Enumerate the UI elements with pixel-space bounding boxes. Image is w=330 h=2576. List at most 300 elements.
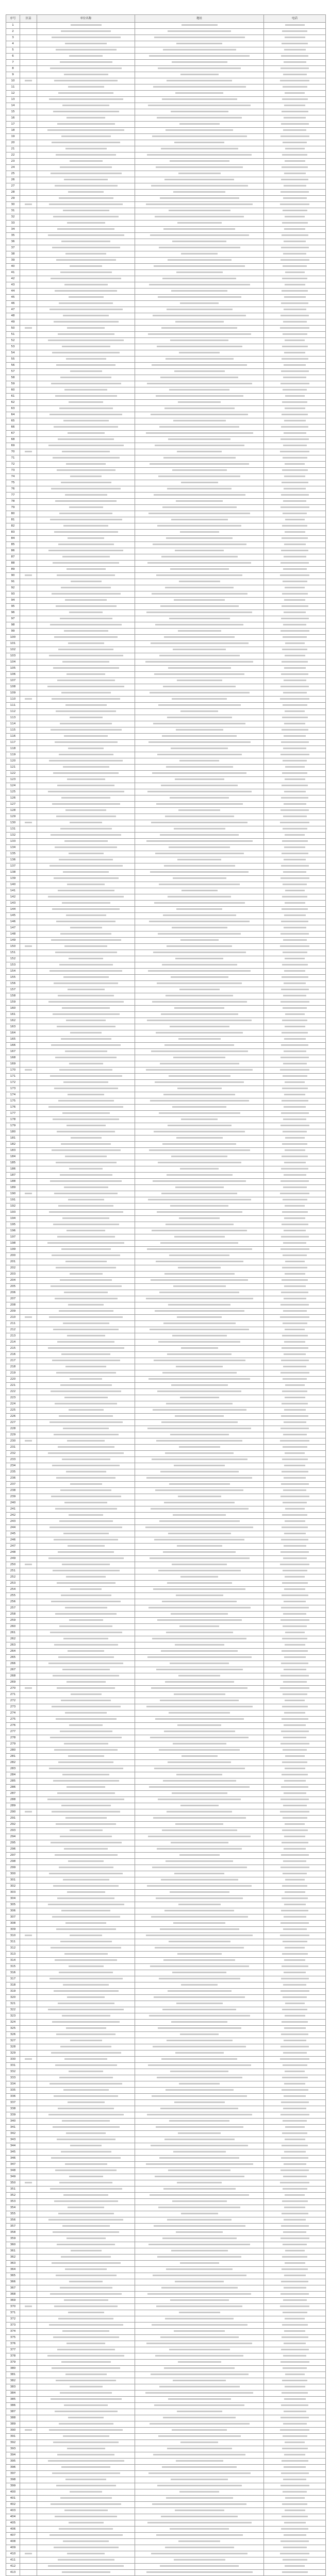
row-number: 239: [6, 1494, 20, 1500]
phone-cell: [264, 1296, 326, 1302]
district-cell: [20, 1259, 37, 1265]
district-cell: [20, 1735, 37, 1741]
name-cell: [37, 1692, 135, 1698]
illegible-text: [150, 234, 249, 236]
illegible-text: [282, 976, 308, 978]
name-cell: [37, 1012, 135, 1018]
illegible-text: [168, 30, 231, 32]
illegible-text: [65, 2374, 107, 2375]
table-row: [6, 530, 326, 536]
illegible-text: [284, 309, 306, 310]
illegible-text: [283, 377, 306, 378]
district-cell: [20, 1154, 37, 1160]
name-cell: [37, 2440, 135, 2446]
address-cell: [135, 1791, 264, 1797]
illegible-text: [175, 958, 223, 959]
phone-cell: [264, 709, 326, 715]
table-row: [6, 165, 326, 171]
illegible-text: [280, 2046, 309, 2047]
illegible-text: [52, 247, 120, 248]
table-row: [6, 319, 326, 326]
row-number: 154: [6, 969, 20, 975]
illegible-text: [284, 2207, 305, 2208]
address-cell: [135, 1884, 264, 1890]
illegible-text: [284, 667, 306, 669]
address-cell: [135, 1859, 264, 1865]
table-row: [6, 999, 326, 1006]
illegible-text: [63, 871, 109, 873]
illegible-text: [70, 2145, 102, 2146]
address-cell: [135, 2248, 264, 2255]
address-cell: [135, 993, 264, 999]
table-row: [6, 2044, 326, 2050]
table-row: [6, 1197, 326, 1204]
phone-cell: [264, 2415, 326, 2421]
illegible-text: [67, 1996, 105, 1998]
illegible-text: [283, 2423, 307, 2425]
row-number: 254: [6, 1587, 20, 1593]
illegible-text: [168, 896, 231, 897]
phone-cell: [264, 616, 326, 622]
address-cell: [135, 1803, 264, 1809]
phone-cell: [264, 455, 326, 462]
name-cell: [37, 152, 135, 159]
illegible-text: [169, 618, 230, 619]
illegible-text: [55, 185, 118, 187]
illegible-text: [54, 1539, 118, 1540]
name-cell: [37, 1982, 135, 1989]
phone-cell: [264, 1989, 326, 1995]
illegible-text: [170, 1026, 229, 1027]
illegible-text: [53, 1224, 119, 1225]
district-cell: [20, 1506, 37, 1513]
illegible-text: [284, 1094, 305, 1095]
name-cell: [37, 146, 135, 152]
row-number: 294: [6, 1834, 20, 1840]
row-number: 229: [6, 1432, 20, 1438]
name-cell: [37, 2372, 135, 2378]
row-number: 162: [6, 1018, 20, 1024]
phone-cell: [264, 1853, 326, 1859]
illegible-text: [285, 1384, 305, 1386]
table-row: [6, 2119, 326, 2125]
table-row: [6, 1067, 326, 1074]
row-number: 15: [6, 109, 20, 115]
illegible-text: [169, 1941, 230, 1942]
table-row: [6, 2440, 326, 2446]
name-cell: [37, 888, 135, 894]
name-cell: [37, 1340, 135, 1346]
illegible-text: [173, 1057, 225, 1058]
district-cell: [20, 307, 37, 313]
phone-cell: [264, 1463, 326, 1469]
illegible-text: [60, 828, 112, 829]
row-number: 90: [6, 573, 20, 579]
row-number: 72: [6, 462, 20, 468]
illegible-text: [54, 531, 118, 533]
district-cell: [20, 2119, 37, 2125]
illegible-text: [150, 1329, 249, 1330]
phone-cell: [264, 412, 326, 418]
illegible-text: [282, 2448, 308, 2449]
address-cell: [135, 2353, 264, 2360]
row-number: 263: [6, 1642, 20, 1649]
row-number: 148: [6, 931, 20, 938]
phone-cell: [264, 987, 326, 993]
phone-cell: [264, 1680, 326, 1686]
name-cell: [37, 258, 135, 264]
address-cell: [135, 2125, 264, 2131]
district-cell: [20, 511, 37, 517]
illegible-text: [152, 1230, 247, 1231]
district-cell: [20, 1117, 37, 1123]
row-number: 406: [6, 2527, 20, 2533]
phone-cell: [264, 1525, 326, 1531]
phone-cell: [264, 1247, 326, 1253]
row-number: 159: [6, 999, 20, 1006]
row-number: 218: [6, 1364, 20, 1370]
illegible-text: [284, 1050, 306, 1052]
row-number: 121: [6, 765, 20, 771]
row-number: 243: [6, 1519, 20, 1525]
address-cell: [135, 245, 264, 251]
district-cell: [20, 1544, 37, 1550]
table-row: [6, 987, 326, 993]
illegible-text: [284, 296, 306, 298]
district-cell: [20, 486, 37, 493]
illegible-text: [67, 1681, 106, 1683]
address-cell: [135, 1748, 264, 1754]
table-row: [6, 2508, 326, 2514]
illegible-text: [285, 1026, 305, 1027]
name-cell: [37, 845, 135, 851]
illegible-text: [150, 692, 250, 693]
illegible-text: [280, 191, 309, 193]
row-number: 204: [6, 1278, 20, 1284]
phone-cell: [264, 245, 326, 251]
table-row: [6, 684, 326, 690]
table-row: [6, 2063, 326, 2069]
illegible-text: [168, 1533, 231, 1534]
illegible-text: [67, 327, 105, 329]
illegible-text: [172, 1335, 227, 1336]
table-row: [6, 97, 326, 103]
phone-cell: [264, 2057, 326, 2063]
illegible-text: [59, 197, 113, 199]
illegible-text: [66, 2027, 106, 2029]
illegible-text: [284, 1780, 306, 1782]
phone-cell: [264, 140, 326, 146]
row-number: 8: [6, 66, 20, 72]
row-number: 189: [6, 1185, 20, 1191]
name-cell: [37, 1525, 135, 1531]
row-number: 373: [6, 2323, 20, 2329]
illegible-text: [164, 2367, 235, 2369]
illegible-text: [173, 420, 226, 421]
address-cell: [135, 140, 264, 146]
illegible-text: [283, 1118, 306, 1120]
table-row: [6, 1438, 326, 1445]
row-number: 133: [6, 839, 20, 845]
illegible-text: [281, 1910, 308, 1911]
illegible-text: [166, 1403, 233, 1404]
row-number: 300: [6, 1871, 20, 1877]
phone-cell: [264, 2434, 326, 2440]
illegible-text: [176, 2003, 223, 2004]
table-row: [6, 29, 326, 35]
illegible-text: [285, 2139, 305, 2140]
address-cell: [135, 901, 264, 907]
illegible-text: [56, 259, 116, 261]
phone-cell: [264, 2205, 326, 2211]
illegible-text: [281, 1483, 309, 1485]
row-number: 46: [6, 301, 20, 307]
illegible-text: [161, 1650, 238, 1652]
phone-cell: [264, 1204, 326, 1210]
table-row: [6, 1173, 326, 1179]
illegible-text: [280, 315, 309, 316]
illegible-text: [147, 1248, 252, 1250]
illegible-text: [160, 1700, 239, 1701]
row-number: 274: [6, 1710, 20, 1717]
illegible-text: [160, 1242, 238, 1244]
row-number: 198: [6, 1241, 20, 1247]
illegible-text: [280, 383, 309, 384]
address-cell: [135, 523, 264, 530]
illegible-text: [68, 86, 104, 88]
table-row: [6, 1630, 326, 1636]
illegible-text: [66, 1020, 106, 1021]
address-cell: [135, 1581, 264, 1587]
row-number: 375: [6, 2335, 20, 2341]
illegible-text: [176, 1366, 223, 1367]
name-cell: [37, 2496, 135, 2502]
row-number: 139: [6, 876, 20, 882]
name-cell: [37, 746, 135, 752]
address-cell: [135, 715, 264, 721]
table-row: [6, 1105, 326, 1111]
row-number: 278: [6, 1735, 20, 1741]
illegible-text: [281, 2033, 308, 2035]
illegible-text: [53, 457, 120, 459]
illegible-text: [53, 2126, 120, 2128]
row-number: 257: [6, 1605, 20, 1612]
address-cell: [135, 1272, 264, 1278]
row-number: 222: [6, 1389, 20, 1395]
district-cell: [20, 1698, 37, 1704]
district-cell: [20, 1185, 37, 1191]
name-cell: [37, 1420, 135, 1426]
district-cell: [20, 684, 37, 690]
district-cell: [20, 1865, 37, 1871]
illegible-text: [63, 315, 109, 316]
illegible-text: [169, 1255, 229, 1256]
illegible-text: [69, 1409, 104, 1411]
row-number: 262: [6, 1636, 20, 1642]
district-cell: [20, 1902, 37, 1908]
row-number: 302: [6, 1884, 20, 1890]
district-cell: [20, 1278, 37, 1284]
table-row: [6, 752, 326, 758]
district-cell: [20, 2100, 37, 2106]
illegible-text: [280, 1057, 309, 1058]
district-cell: [20, 1061, 37, 1067]
phone-cell: [264, 2520, 326, 2527]
district-cell: [20, 672, 37, 678]
district-cell: [20, 2279, 37, 2285]
illegible-text: [283, 1613, 306, 1615]
district-cell: [20, 554, 37, 561]
illegible-text: [64, 945, 107, 947]
district-cell: [20, 987, 37, 993]
illegible-text: [281, 1539, 308, 1540]
illegible-text: [63, 1081, 108, 1083]
name-cell: [37, 944, 135, 950]
row-number: 321: [6, 2001, 20, 2007]
illegible-text: [283, 1075, 307, 1077]
district-cell: [20, 239, 37, 245]
row-number: 31: [6, 208, 20, 214]
illegible-text: [281, 1663, 308, 1664]
phone-cell: [264, 1630, 326, 1636]
illegible-text: [175, 550, 224, 551]
phone-cell: [264, 901, 326, 907]
illegible-text: [67, 1891, 105, 1893]
illegible-text: [168, 2398, 231, 2400]
illegible-text: [284, 352, 305, 353]
illegible-text: [25, 2306, 32, 2307]
phone-cell: [264, 2539, 326, 2545]
district-cell: [20, 1438, 37, 1445]
address-cell: [135, 41, 264, 47]
illegible-text: [59, 2528, 113, 2530]
phone-cell: [264, 1228, 326, 1234]
name-cell: [37, 338, 135, 344]
district-cell: [20, 418, 37, 425]
table-row: [6, 128, 326, 134]
name-cell: [37, 820, 135, 826]
illegible-text: [284, 1217, 305, 1219]
table-row: [6, 1692, 326, 1698]
table-row: [6, 1055, 326, 1061]
district-cell: [20, 2360, 37, 2366]
district-cell: [20, 1037, 37, 1043]
illegible-text: [283, 1366, 306, 1367]
address-cell: [135, 1395, 264, 1401]
illegible-text: [146, 1477, 252, 1479]
illegible-text: [176, 1774, 222, 1775]
row-number: 171: [6, 1074, 20, 1080]
name-cell: [37, 369, 135, 375]
district-cell: [20, 2557, 37, 2564]
table-row: [6, 1859, 326, 1865]
illegible-text: [48, 1347, 124, 1349]
name-cell: [37, 221, 135, 227]
phone-cell: [264, 2440, 326, 2446]
phone-cell: [264, 2335, 326, 2341]
row-number: 259: [6, 1618, 20, 1624]
district-cell: [20, 2353, 37, 2360]
table-row: [6, 1241, 326, 1247]
address-cell: [135, 1197, 264, 1204]
row-number: 377: [6, 2347, 20, 2353]
table-row: [6, 956, 326, 962]
name-cell: [37, 2539, 135, 2545]
table-row: [6, 1853, 326, 1859]
illegible-text: [166, 2497, 233, 2499]
address-cell: [135, 1241, 264, 1247]
illegible-text: [283, 1749, 307, 1751]
name-cell: [37, 2020, 135, 2026]
district-cell: [20, 993, 37, 999]
row-number: 225: [6, 1408, 20, 1414]
phone-cell: [264, 1834, 326, 1840]
table-row: [6, 214, 326, 221]
row-number: 298: [6, 1859, 20, 1865]
name-cell: [37, 122, 135, 128]
illegible-text: [59, 1867, 113, 1868]
name-cell: [37, 2137, 135, 2143]
district-cell: [20, 622, 37, 629]
row-number: 279: [6, 1741, 20, 1748]
illegible-text: [61, 1595, 111, 1596]
illegible-text: [67, 1786, 105, 1788]
phone-cell: [264, 109, 326, 115]
address-cell: [135, 987, 264, 993]
district-cell: [20, 72, 37, 78]
illegible-text: [147, 2114, 252, 2115]
illegible-text: [175, 2281, 224, 2282]
name-cell: [37, 41, 135, 47]
table-row: [6, 746, 326, 752]
table-row: [6, 258, 326, 264]
illegible-text: [283, 1860, 306, 1862]
address-cell: [135, 146, 264, 152]
address-cell: [135, 227, 264, 233]
row-number: 97: [6, 616, 20, 622]
address-cell: [135, 1463, 264, 1469]
illegible-text: [149, 2015, 250, 2016]
row-number: 50: [6, 326, 20, 332]
address-cell: [135, 2372, 264, 2378]
table-row: [6, 1228, 326, 1234]
illegible-text: [70, 1935, 102, 1936]
row-number: 357: [6, 2224, 20, 2230]
illegible-text: [52, 2472, 120, 2474]
address-cell: [135, 814, 264, 820]
phone-cell: [264, 1519, 326, 1525]
table-row: [6, 734, 326, 740]
district-cell: [20, 29, 37, 35]
illegible-text: [147, 2293, 251, 2295]
illegible-text: [64, 735, 108, 737]
row-number: 21: [6, 146, 20, 152]
illegible-text: [281, 1360, 309, 1361]
address-cell: [135, 1970, 264, 1976]
district-cell: [20, 1321, 37, 1327]
illegible-text: [59, 2423, 113, 2425]
name-cell: [37, 2409, 135, 2415]
name-cell: [37, 394, 135, 400]
row-number: 351: [6, 2187, 20, 2193]
address-cell: [135, 1797, 264, 1803]
name-cell: [37, 128, 135, 134]
table-row: [6, 437, 326, 443]
table-row: [6, 1426, 326, 1432]
table-row: [6, 1043, 326, 1049]
name-cell: [37, 1309, 135, 1315]
illegible-text: [53, 2336, 119, 2338]
